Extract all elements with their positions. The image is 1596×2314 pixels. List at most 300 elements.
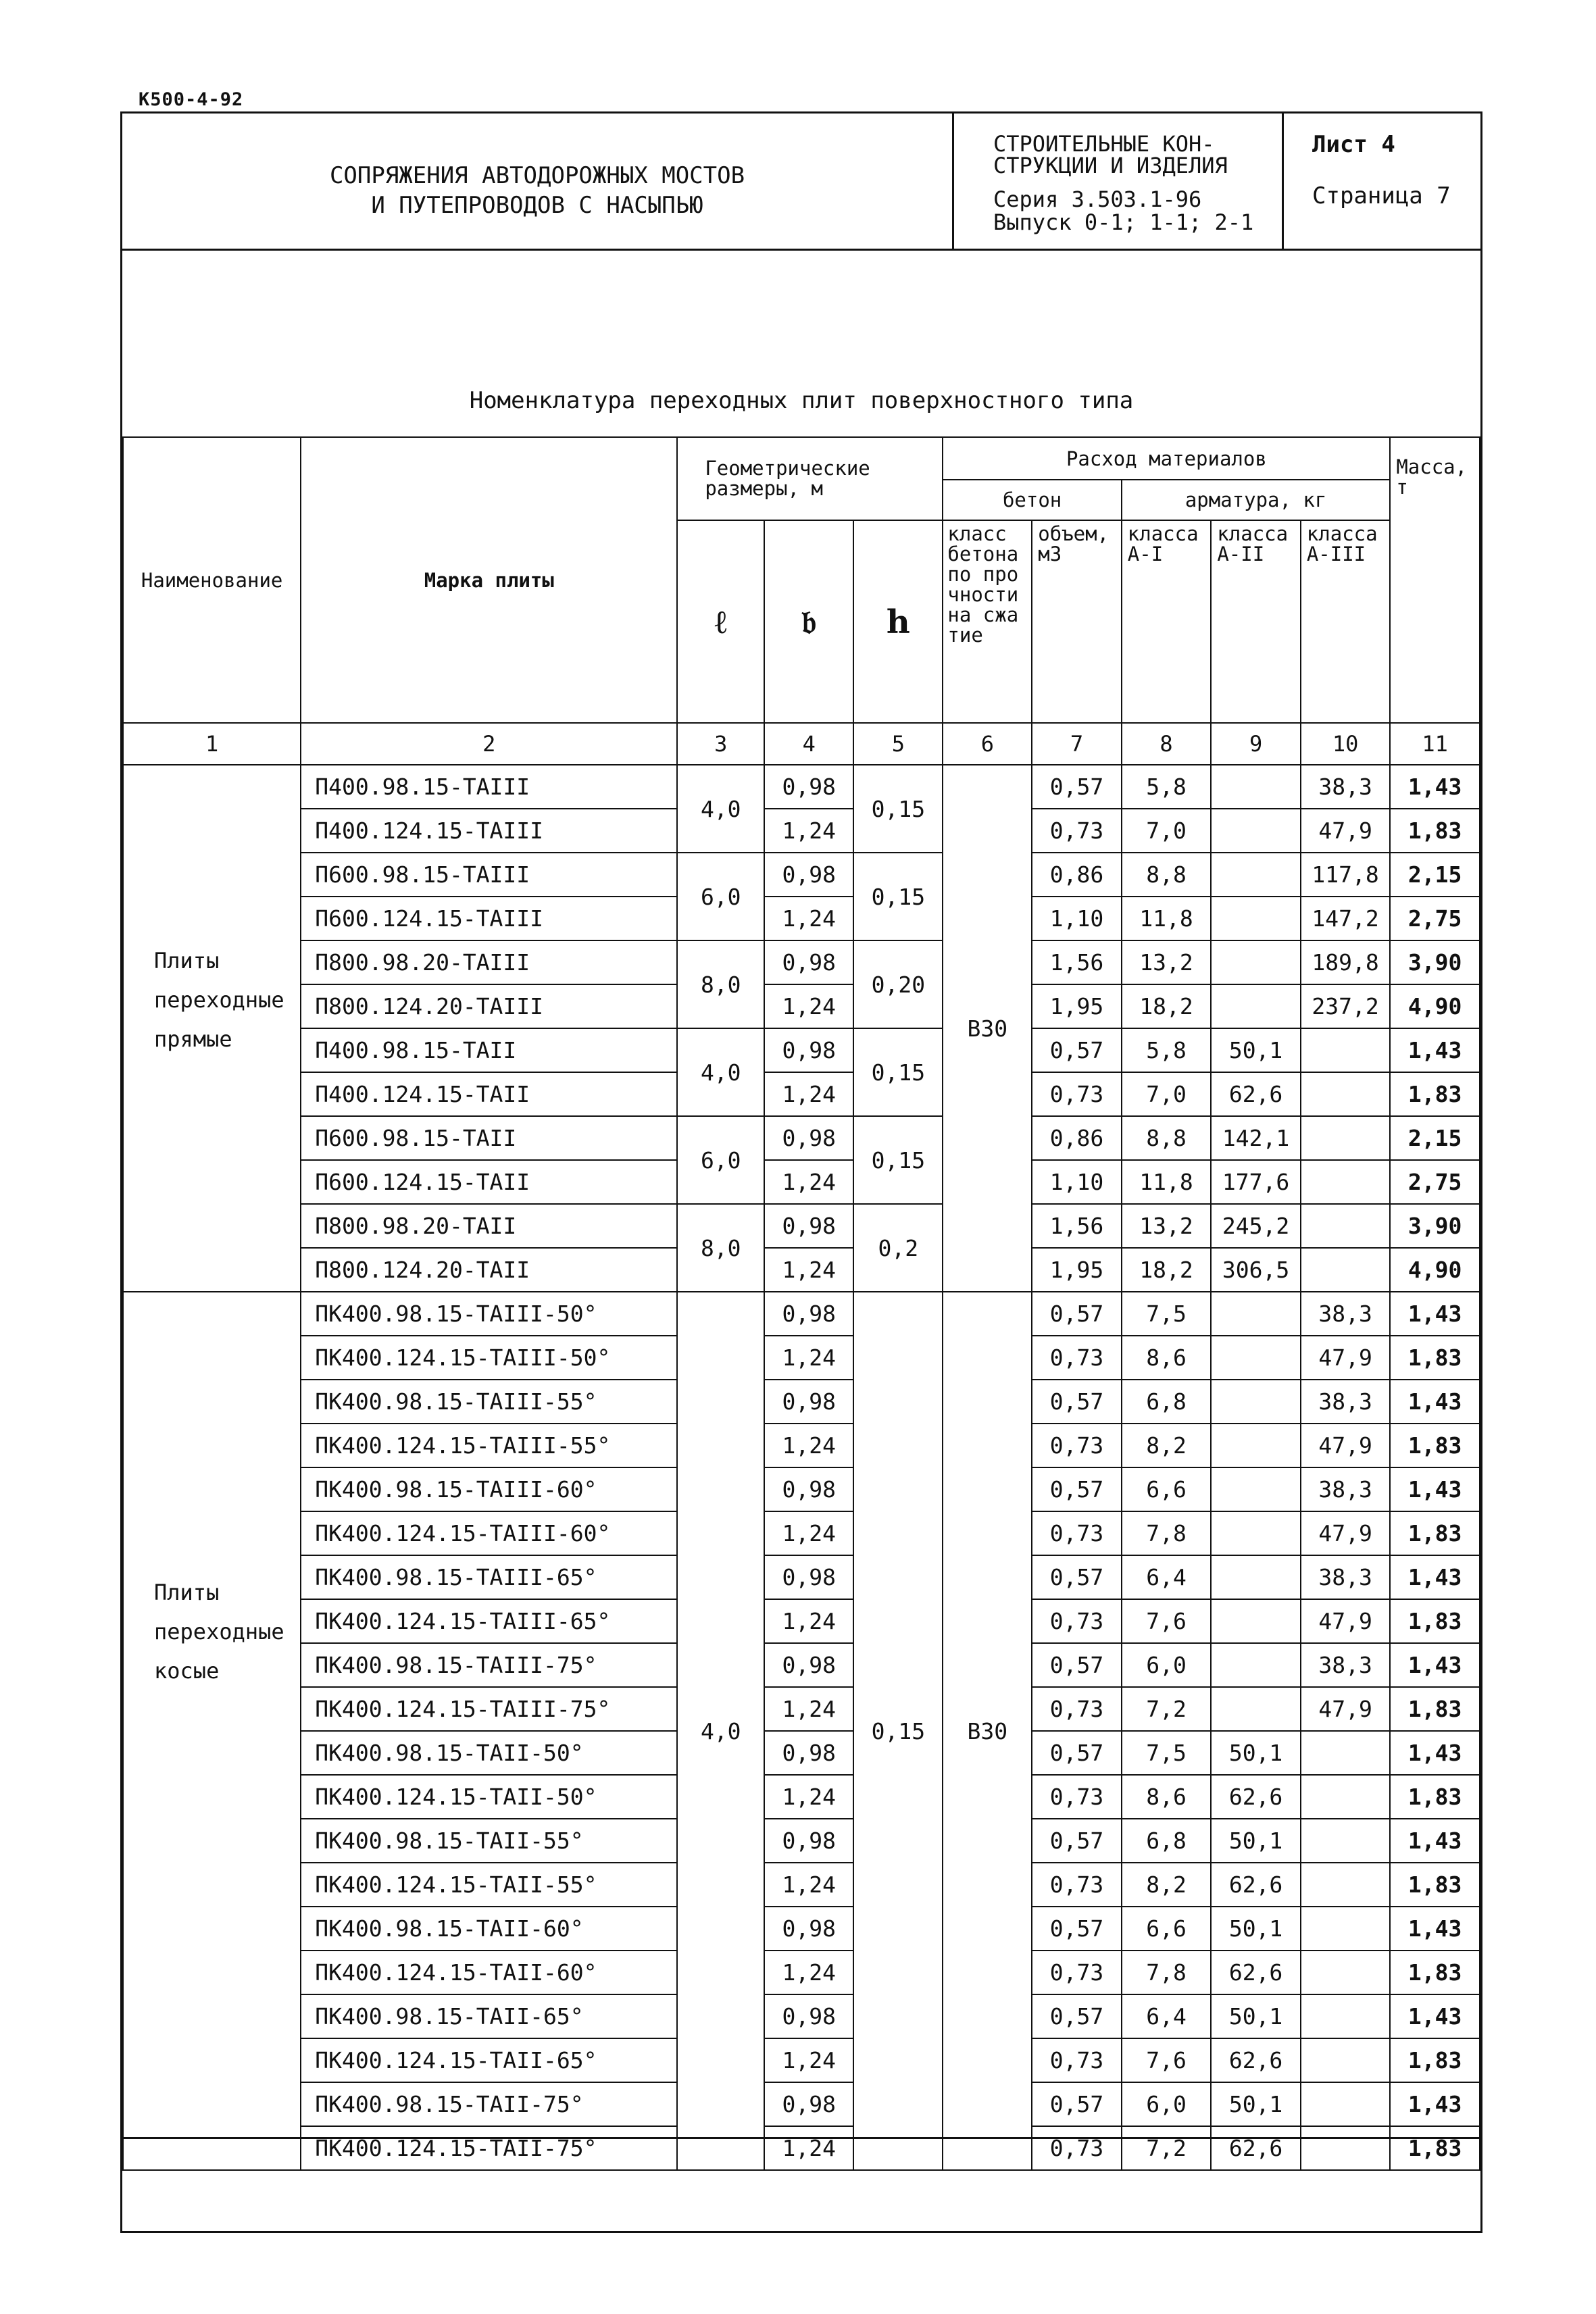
- col-number: 7: [1032, 723, 1122, 765]
- length-value: 6,0: [677, 1116, 764, 1204]
- plate-mass: 2,75: [1390, 897, 1480, 940]
- plate-mass: 1,43: [1390, 1292, 1480, 1336]
- plate-mass: 1,43: [1390, 1907, 1480, 1951]
- rebar-a3: 47,9: [1301, 1687, 1391, 1731]
- rebar-a3: 47,9: [1301, 809, 1391, 853]
- col-mark-header: Марка плиты: [301, 437, 677, 723]
- plate-mark: ПК400.124.15-ТАIII-60°: [301, 1511, 677, 1555]
- rebar-a3: 38,3: [1301, 1467, 1391, 1511]
- rebar-a1: 11,8: [1122, 1160, 1212, 1204]
- rebar-a2: [1211, 1599, 1301, 1643]
- rebar-a2: 50,1: [1211, 1907, 1301, 1951]
- rebar-a2: 62,6: [1211, 1863, 1301, 1907]
- rebar-a1: 7,0: [1122, 1072, 1212, 1116]
- rebar-a1: 6,8: [1122, 1380, 1212, 1424]
- page-frame: [120, 111, 1482, 2233]
- plate-mark: П800.98.20-ТАII: [301, 1204, 677, 1248]
- table-row: [123, 1907, 1480, 1951]
- concrete-volume: 0,57: [1032, 1028, 1122, 1072]
- b-symbol: 𝔟: [801, 603, 817, 641]
- width-value: 0,98: [764, 853, 853, 897]
- rebar-a2: 50,1: [1211, 1994, 1301, 2038]
- plate-mass: 2,15: [1390, 1116, 1480, 1160]
- col-a2-header: класса А-II: [1211, 520, 1301, 723]
- table-row: [123, 1511, 1480, 1555]
- rebar-a1: 6,0: [1122, 2082, 1212, 2126]
- plate-mark: ПК400.98.15-ТАII-75°: [301, 2082, 677, 2126]
- table-body: [123, 765, 1480, 2170]
- concrete-volume: 0,73: [1032, 2126, 1122, 2170]
- rebar-a2: 306,5: [1211, 1248, 1301, 1292]
- rebar-a3: 38,3: [1301, 1292, 1391, 1336]
- plate-mark: ПК400.124.15-ТАIII-55°: [301, 1424, 677, 1467]
- rebar-a3: [1301, 1819, 1391, 1863]
- plate-mass: 1,43: [1390, 1994, 1480, 2038]
- table-row: [123, 1599, 1480, 1643]
- concrete-volume: 0,73: [1032, 1072, 1122, 1116]
- width-value: 0,98: [764, 2082, 853, 2126]
- concrete-volume: 0,57: [1032, 1555, 1122, 1599]
- table-row: [123, 1994, 1480, 2038]
- plate-mark: П600.98.15-ТАIII: [301, 853, 677, 897]
- concrete-class: В30: [943, 1292, 1032, 2170]
- plate-mark: П800.124.20-ТАIII: [301, 984, 677, 1028]
- table-row: [123, 1863, 1480, 1907]
- width-value: 0,98: [764, 1467, 853, 1511]
- nomenclature-table: [122, 436, 1480, 2171]
- width-value: 1,24: [764, 1336, 853, 1380]
- width-value: 0,98: [764, 1292, 853, 1336]
- col-geometry-header: Геометрические размеры, м: [677, 437, 943, 520]
- width-value: 1,24: [764, 1424, 853, 1467]
- col-h-header: [853, 520, 943, 723]
- rebar-a2: 62,6: [1211, 1951, 1301, 1994]
- rebar-a1: 7,5: [1122, 1731, 1212, 1775]
- table-row: [123, 853, 1480, 897]
- table-row: [123, 984, 1480, 1028]
- rebar-a1: 18,2: [1122, 1248, 1212, 1292]
- rebar-a2: [1211, 1380, 1301, 1424]
- plate-mark: ПК400.98.15-ТАII-50°: [301, 1731, 677, 1775]
- rebar-a3: 38,3: [1301, 1380, 1391, 1424]
- rebar-a2: 62,6: [1211, 2038, 1301, 2082]
- col-materials-header: Расход материалов: [943, 437, 1390, 480]
- rebar-a2: [1211, 1424, 1301, 1467]
- height-value: 0,20: [853, 940, 943, 1028]
- width-value: 1,24: [764, 897, 853, 940]
- width-value: 1,24: [764, 809, 853, 853]
- concrete-volume: 0,57: [1032, 1907, 1122, 1951]
- rebar-a3: 38,3: [1301, 765, 1391, 809]
- rebar-a2: 245,2: [1211, 1204, 1301, 1248]
- plate-mass: 1,43: [1390, 1467, 1480, 1511]
- title-block: [122, 114, 1480, 251]
- table-row: [123, 1687, 1480, 1731]
- width-value: 0,98: [764, 765, 853, 809]
- plate-mark: ПК400.124.15-ТАII-65°: [301, 2038, 677, 2082]
- rebar-a1: 6,6: [1122, 1467, 1212, 1511]
- rebar-a3: 38,3: [1301, 1643, 1391, 1687]
- col-concrete-class-header: класс бетона по прочности на сжатие: [943, 520, 1032, 723]
- rebar-a3: 237,2: [1301, 984, 1391, 1028]
- width-value: 0,98: [764, 1994, 853, 2038]
- table-row: [123, 1072, 1480, 1116]
- table-row: [123, 1775, 1480, 1819]
- plate-mass: 1,83: [1390, 809, 1480, 853]
- table-row: [123, 1336, 1480, 1380]
- series-line-2: СТРУКЦИИ И ИЗДЕЛИЯ: [993, 153, 1228, 178]
- table-row: [123, 1951, 1480, 1994]
- rebar-a1: 11,8: [1122, 897, 1212, 940]
- col-b-header: [764, 520, 853, 723]
- rebar-a2: [1211, 897, 1301, 940]
- plate-mass: 3,90: [1390, 1204, 1480, 1248]
- concrete-volume: 1,95: [1032, 1248, 1122, 1292]
- plate-mass: 1,83: [1390, 1863, 1480, 1907]
- title-block-title: [122, 114, 954, 249]
- plate-mass: 2,75: [1390, 1160, 1480, 1204]
- width-value: 0,98: [764, 940, 853, 984]
- col-concrete-header: бетон: [943, 480, 1121, 520]
- concrete-volume: 0,73: [1032, 809, 1122, 853]
- height-value: 0,15: [853, 765, 943, 853]
- rebar-a2: 50,1: [1211, 2082, 1301, 2126]
- rebar-a3: [1301, 1116, 1391, 1160]
- plate-mass: 1,43: [1390, 1819, 1480, 1863]
- rebar-a2: [1211, 1336, 1301, 1380]
- rebar-a2: [1211, 1511, 1301, 1555]
- table-row: [123, 765, 1480, 809]
- col-number: 1: [123, 723, 301, 765]
- series-block: [954, 114, 1284, 249]
- width-value: 1,24: [764, 2038, 853, 2082]
- plate-mark: ПК400.124.15-ТАIII-50°: [301, 1336, 677, 1380]
- concrete-volume: 0,86: [1032, 853, 1122, 897]
- height-value: 0,15: [853, 1028, 943, 1116]
- col-number: 2: [301, 723, 677, 765]
- rebar-a1: 6,0: [1122, 1643, 1212, 1687]
- rebar-a1: 7,8: [1122, 1951, 1212, 1994]
- rebar-a3: [1301, 1775, 1391, 1819]
- height-value: 0,2: [853, 1204, 943, 1292]
- width-value: 0,98: [764, 1380, 853, 1424]
- rebar-a1: 7,2: [1122, 1687, 1212, 1731]
- rebar-a3: [1301, 1028, 1391, 1072]
- rebar-a1: 7,6: [1122, 1599, 1212, 1643]
- plate-mass: 1,83: [1390, 1424, 1480, 1467]
- plate-mass: 1,43: [1390, 1028, 1480, 1072]
- width-value: 0,98: [764, 1731, 853, 1775]
- plate-mass: 1,43: [1390, 1555, 1480, 1599]
- plate-mass: 1,83: [1390, 2038, 1480, 2082]
- width-value: 0,98: [764, 1643, 853, 1687]
- col-number: 6: [943, 723, 1032, 765]
- rebar-a3: [1301, 1072, 1391, 1116]
- rebar-a2: 62,6: [1211, 1775, 1301, 1819]
- col-a1-header: класса А-I: [1122, 520, 1212, 723]
- table-row: [123, 1292, 1480, 1336]
- table-row: [123, 1204, 1480, 1248]
- rebar-a1: 13,2: [1122, 940, 1212, 984]
- plate-mass: 1,83: [1390, 1951, 1480, 1994]
- table-title: Номенклатура переходных плит поверхностного типа: [469, 387, 1134, 414]
- rebar-a1: 8,8: [1122, 853, 1212, 897]
- plate-mass: 1,83: [1390, 1775, 1480, 1819]
- col-number: 10: [1301, 723, 1391, 765]
- rebar-a1: 8,8: [1122, 1116, 1212, 1160]
- length-value: 6,0: [677, 853, 764, 940]
- rebar-a3: 38,3: [1301, 1555, 1391, 1599]
- rebar-a2: [1211, 1643, 1301, 1687]
- plate-mass: 1,43: [1390, 1731, 1480, 1775]
- table-row: [123, 1028, 1480, 1072]
- document-code: К500-4-92: [139, 89, 244, 110]
- concrete-volume: 0,57: [1032, 1467, 1122, 1511]
- plate-mass: 2,15: [1390, 853, 1480, 897]
- height-value: 0,15: [853, 853, 943, 940]
- concrete-volume: 0,57: [1032, 1994, 1122, 2038]
- width-value: 0,98: [764, 1907, 853, 1951]
- rebar-a3: [1301, 1204, 1391, 1248]
- length-value: 4,0: [677, 765, 764, 853]
- height-value: 0,15: [853, 1292, 943, 2170]
- rebar-a1: 7,8: [1122, 1511, 1212, 1555]
- rebar-a2: 177,6: [1211, 1160, 1301, 1204]
- table-row: [123, 2038, 1480, 2082]
- length-value: 4,0: [677, 1292, 764, 2170]
- concrete-volume: 0,57: [1032, 1292, 1122, 1336]
- plate-mass: 4,90: [1390, 984, 1480, 1028]
- rebar-a2: [1211, 940, 1301, 984]
- width-value: 0,98: [764, 1555, 853, 1599]
- rebar-a1: 6,8: [1122, 1819, 1212, 1863]
- table-row: [123, 1248, 1480, 1292]
- concrete-volume: 0,86: [1032, 1116, 1122, 1160]
- table-row: [123, 2082, 1480, 2126]
- table-row: [123, 1819, 1480, 1863]
- width-value: 1,24: [764, 1775, 853, 1819]
- rebar-a3: 117,8: [1301, 853, 1391, 897]
- rebar-a3: [1301, 1248, 1391, 1292]
- plate-mass: 4,90: [1390, 1248, 1480, 1292]
- concrete-volume: 0,73: [1032, 1775, 1122, 1819]
- col-a3-header: класса А-III: [1301, 520, 1391, 723]
- table-row: [123, 897, 1480, 940]
- sheet-number: Лист 4: [1312, 131, 1395, 158]
- plate-mark: ПК400.124.15-ТАII-50°: [301, 1775, 677, 1819]
- rebar-a1: 7,5: [1122, 1292, 1212, 1336]
- length-value: 8,0: [677, 1204, 764, 1292]
- rebar-a2: 50,1: [1211, 1028, 1301, 1072]
- table-row: [123, 1380, 1480, 1424]
- plate-mass: 1,83: [1390, 2126, 1480, 2170]
- concrete-volume: 0,73: [1032, 1599, 1122, 1643]
- h-symbol: h: [886, 603, 910, 641]
- plate-mass: 1,83: [1390, 1687, 1480, 1731]
- rebar-a1: 7,2: [1122, 2126, 1212, 2170]
- plate-mark: П400.98.15-ТАII: [301, 1028, 677, 1072]
- rebar-a3: [1301, 1160, 1391, 1204]
- plate-mark: П400.124.15-ТАIII: [301, 809, 677, 853]
- plate-mark: П800.98.20-ТАIII: [301, 940, 677, 984]
- series-line-3: Серия 3.503.1-96: [993, 186, 1202, 212]
- col-mass-header: Масса, т: [1390, 437, 1480, 723]
- rebar-a2: [1211, 1687, 1301, 1731]
- rebar-a3: 189,8: [1301, 940, 1391, 984]
- col-number: 9: [1211, 723, 1301, 765]
- col-volume-header: объем, м3: [1032, 520, 1122, 723]
- width-value: 1,24: [764, 2126, 853, 2170]
- rebar-a1: 8,2: [1122, 1424, 1212, 1467]
- width-value: 1,24: [764, 1160, 853, 1204]
- rebar-a1: 8,6: [1122, 1336, 1212, 1380]
- concrete-volume: 0,73: [1032, 1951, 1122, 1994]
- concrete-volume: 0,57: [1032, 765, 1122, 809]
- rebar-a2: [1211, 1467, 1301, 1511]
- rebar-a1: 8,2: [1122, 1863, 1212, 1907]
- table-row: [123, 1160, 1480, 1204]
- rebar-a3: 147,2: [1301, 897, 1391, 940]
- concrete-volume: 0,57: [1032, 2082, 1122, 2126]
- plate-mass: 1,43: [1390, 765, 1480, 809]
- col-number: 8: [1122, 723, 1212, 765]
- plate-mark: П400.98.15-ТАIII: [301, 765, 677, 809]
- rebar-a1: 5,8: [1122, 1028, 1212, 1072]
- plate-mass: 1,83: [1390, 1336, 1480, 1380]
- title-line-1: СОПРЯЖЕНИЯ АВТОДОРОЖНЫХ МОСТОВ: [329, 162, 745, 189]
- rebar-a2: [1211, 765, 1301, 809]
- col-number: 4: [764, 723, 853, 765]
- width-value: 1,24: [764, 1248, 853, 1292]
- plate-mark: ПК400.98.15-ТАIII-50°: [301, 1292, 677, 1336]
- plate-mark: ПК400.124.15-ТАII-75°: [301, 2126, 677, 2170]
- plate-mark: ПК400.98.15-ТАII-60°: [301, 1907, 677, 1951]
- length-value: 8,0: [677, 940, 764, 1028]
- plate-mass: 1,83: [1390, 1511, 1480, 1555]
- page-number: Страница 7: [1312, 182, 1451, 209]
- plate-mass: 1,43: [1390, 2082, 1480, 2126]
- rebar-a2: 62,6: [1211, 2126, 1301, 2170]
- group-name: Плиты переходные прямые: [123, 765, 301, 1292]
- concrete-volume: 0,73: [1032, 1863, 1122, 1907]
- plate-mass: 1,43: [1390, 1380, 1480, 1424]
- concrete-volume: 0,57: [1032, 1731, 1122, 1775]
- width-value: 0,98: [764, 1819, 853, 1863]
- plate-mass: 1,43: [1390, 1643, 1480, 1687]
- plate-mark: П600.124.15-ТАIII: [301, 897, 677, 940]
- plate-mass: 1,83: [1390, 1599, 1480, 1643]
- concrete-volume: 0,57: [1032, 1380, 1122, 1424]
- table-row: [123, 1424, 1480, 1467]
- width-value: 1,24: [764, 984, 853, 1028]
- plate-mark: ПК400.98.15-ТАIII-55°: [301, 1380, 677, 1424]
- rebar-a3: 47,9: [1301, 1599, 1391, 1643]
- group-name: Плиты переходные косые: [123, 1292, 301, 2170]
- concrete-volume: 0,57: [1032, 1643, 1122, 1687]
- height-value: 0,15: [853, 1116, 943, 1204]
- plate-mark: ПК400.124.15-ТАII-60°: [301, 1951, 677, 1994]
- concrete-volume: 0,73: [1032, 2038, 1122, 2082]
- width-value: 1,24: [764, 1863, 853, 1907]
- l-symbol: ℓ: [714, 603, 727, 641]
- series-line-4: Выпуск 0-1; 1-1; 2-1: [993, 209, 1254, 235]
- rebar-a3: [1301, 1951, 1391, 1994]
- table-row: [123, 1555, 1480, 1599]
- rebar-a1: 13,2: [1122, 1204, 1212, 1248]
- rebar-a3: [1301, 2082, 1391, 2126]
- rebar-a1: 5,8: [1122, 765, 1212, 809]
- rebar-a3: 47,9: [1301, 1336, 1391, 1380]
- rebar-a3: 47,9: [1301, 1424, 1391, 1467]
- width-value: 1,24: [764, 1511, 853, 1555]
- concrete-volume: 1,10: [1032, 897, 1122, 940]
- plate-mark: П800.124.20-ТАII: [301, 1248, 677, 1292]
- rebar-a3: [1301, 1994, 1391, 2038]
- concrete-volume: 1,95: [1032, 984, 1122, 1028]
- rebar-a2: [1211, 1292, 1301, 1336]
- rebar-a1: 8,6: [1122, 1775, 1212, 1819]
- plate-mark: ПК400.124.15-ТАII-55°: [301, 1863, 677, 1907]
- col-number: 5: [853, 723, 943, 765]
- rebar-a1: 7,0: [1122, 809, 1212, 853]
- plate-mark: П400.124.15-ТАII: [301, 1072, 677, 1116]
- sheet-block: [1284, 114, 1480, 249]
- width-value: 1,24: [764, 1951, 853, 1994]
- width-value: 1,24: [764, 1072, 853, 1116]
- plate-mark: ПК400.98.15-ТАIII-75°: [301, 1643, 677, 1687]
- width-value: 1,24: [764, 1599, 853, 1643]
- concrete-volume: 0,57: [1032, 1819, 1122, 1863]
- plate-mark: ПК400.124.15-ТАIII-75°: [301, 1687, 677, 1731]
- rebar-a3: [1301, 1863, 1391, 1907]
- concrete-volume: 1,56: [1032, 940, 1122, 984]
- concrete-volume: 1,56: [1032, 1204, 1122, 1248]
- table-row: [123, 1731, 1480, 1775]
- width-value: 0,98: [764, 1028, 853, 1072]
- col-name-header: Наименование: [123, 437, 301, 723]
- table-row: [123, 1643, 1480, 1687]
- concrete-volume: 0,73: [1032, 1424, 1122, 1467]
- rebar-a2: 50,1: [1211, 1819, 1301, 1863]
- table-row: [123, 940, 1480, 984]
- width-value: 0,98: [764, 1116, 853, 1160]
- col-number: 11: [1390, 723, 1480, 765]
- rebar-a2: [1211, 809, 1301, 853]
- plate-mark: ПК400.98.15-ТАII-55°: [301, 1819, 677, 1863]
- rebar-a1: 18,2: [1122, 984, 1212, 1028]
- footer-area: [122, 2137, 1480, 2235]
- rebar-a2: 142,1: [1211, 1116, 1301, 1160]
- plate-mark: ПК400.124.15-ТАIII-65°: [301, 1599, 677, 1643]
- col-rebar-header: арматура, кг: [1122, 480, 1391, 520]
- rebar-a2: [1211, 853, 1301, 897]
- width-value: 1,24: [764, 1687, 853, 1731]
- plate-mark: ПК400.98.15-ТАIII-65°: [301, 1555, 677, 1599]
- plate-mark: ПК400.98.15-ТАII-65°: [301, 1994, 677, 2038]
- rebar-a3: 47,9: [1301, 1511, 1391, 1555]
- plate-mark: П600.124.15-ТАII: [301, 1160, 677, 1204]
- rebar-a1: 7,6: [1122, 2038, 1212, 2082]
- rebar-a2: [1211, 1555, 1301, 1599]
- rebar-a3: [1301, 2038, 1391, 2082]
- plate-mass: 1,83: [1390, 1072, 1480, 1116]
- rebar-a1: 6,4: [1122, 1555, 1212, 1599]
- rebar-a2: [1211, 984, 1301, 1028]
- table-row: [123, 1467, 1480, 1511]
- concrete-volume: 0,73: [1032, 1687, 1122, 1731]
- series-line-1: СТРОИТЕЛЬНЫЕ КОН-: [993, 131, 1215, 157]
- rebar-a1: 6,4: [1122, 1994, 1212, 2038]
